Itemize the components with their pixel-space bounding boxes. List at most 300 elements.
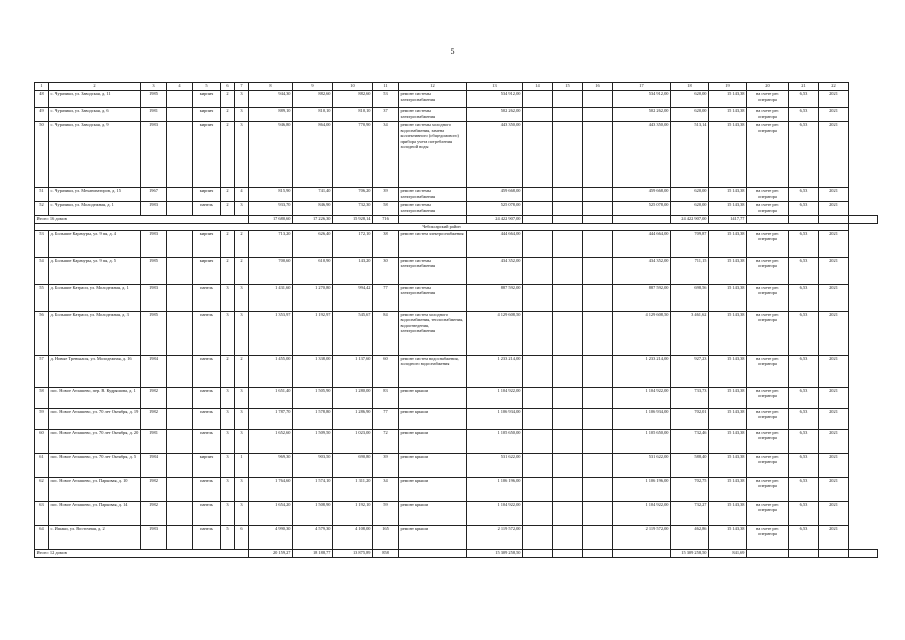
- table-cell: 2 119 572,00: [467, 525, 523, 549]
- table-cell: 3: [221, 311, 235, 355]
- table-cell: 4 579,30: [293, 525, 333, 549]
- table-cell: панель: [193, 429, 221, 453]
- table-cell: 59: [35, 408, 49, 429]
- table-cell: [523, 284, 553, 311]
- table-cell: 15 143,38: [709, 122, 747, 188]
- table-cell: [553, 122, 583, 188]
- table-cell: 64: [35, 525, 49, 549]
- column-number: 5: [193, 83, 221, 91]
- table-cell: 2: [221, 122, 235, 188]
- table-cell: 1 104 922,00: [467, 501, 523, 525]
- table-cell: 6,53: [789, 355, 819, 387]
- table-cell: 1 192,10: [333, 501, 373, 525]
- table-cell: [553, 429, 583, 453]
- table-row: [35, 429, 878, 453]
- table-body: [35, 83, 878, 558]
- table-cell: [583, 501, 613, 525]
- table-cell: [553, 230, 583, 257]
- table-cell: 1 652,60: [249, 429, 293, 453]
- table-cell: 1 106 934,00: [467, 408, 523, 429]
- table-cell: 15 143,38: [709, 477, 747, 501]
- table-cell: д. Новые Тренькасы, ул. Молодежная, д. 16: [49, 355, 141, 387]
- total-cell: 841,69: [709, 549, 747, 557]
- total-cell: 1417,77: [709, 216, 747, 224]
- table-cell: [167, 108, 193, 122]
- total-cell: 15 928,14: [333, 216, 373, 224]
- table-cell: 1 023,00: [333, 429, 373, 453]
- table-cell: 702,75: [671, 477, 709, 501]
- table-cell: 1 280,00: [333, 387, 373, 408]
- table-cell: ремонт крыши: [399, 501, 467, 525]
- table-cell: 1982: [141, 501, 167, 525]
- table-cell: 3: [221, 408, 235, 429]
- total-cell: [399, 549, 467, 557]
- table-cell: [167, 202, 193, 216]
- table-cell: [583, 429, 613, 453]
- table-cell: ремонт системы электроснабжения: [399, 188, 467, 202]
- table-cell: 702,01: [671, 408, 709, 429]
- table-cell: кирпич: [193, 108, 221, 122]
- table-cell: 55: [35, 284, 49, 311]
- table-cell: [583, 387, 613, 408]
- table-cell: 610,90: [293, 257, 333, 284]
- table-cell: 444 664,00: [613, 230, 671, 257]
- table-cell: [167, 453, 193, 477]
- table-cell: пос. Новое Атлашево, пер. В. Кудряшова, д. 1: [49, 387, 141, 408]
- table-cell: с. Чурачики, ул. Заводская, д. 6: [49, 108, 141, 122]
- table-cell: 933,70: [249, 202, 293, 216]
- total-cell: 17 680,60: [249, 216, 293, 224]
- table-cell: 2: [235, 355, 249, 387]
- table-cell: 770,90: [333, 122, 373, 188]
- table-cell: 5: [221, 525, 235, 549]
- table-cell: [553, 501, 583, 525]
- table-cell: 2: [221, 108, 235, 122]
- table-cell: панель: [193, 311, 221, 355]
- table-cell: 6,53: [789, 202, 819, 216]
- table-cell: [523, 355, 553, 387]
- table-cell: 15 143,38: [709, 387, 747, 408]
- table-cell: 534 912,00: [613, 91, 671, 108]
- table-cell: 1 104 922,00: [467, 387, 523, 408]
- table-cell: 4 108,00: [333, 525, 373, 549]
- table-cell: 6,53: [789, 122, 819, 188]
- table-cell: 1967: [141, 188, 167, 202]
- total-cell: [553, 216, 583, 224]
- table-cell: ремонт крыши: [399, 429, 467, 453]
- table-cell: [523, 477, 553, 501]
- column-number: 3: [141, 83, 167, 91]
- table-cell: 3: [235, 387, 249, 408]
- table-cell: на счете рег. оператора: [747, 501, 789, 525]
- table-cell: кирпич: [193, 453, 221, 477]
- table-cell: 1 574,10: [293, 477, 333, 501]
- table-cell: 620,00: [671, 202, 709, 216]
- table-cell: [523, 525, 553, 549]
- table-cell: 50: [35, 122, 49, 188]
- total-cell: [747, 549, 789, 557]
- table-cell: 1982: [141, 477, 167, 501]
- table-cell: панель: [193, 355, 221, 387]
- table-cell: 38: [373, 230, 399, 257]
- table-cell: 732,27: [671, 501, 709, 525]
- table-row: [35, 453, 878, 477]
- table-cell: [167, 408, 193, 429]
- column-number: 12: [399, 83, 467, 91]
- table-cell: 15 143,38: [709, 91, 747, 108]
- table-cell: 2: [221, 188, 235, 202]
- table-cell: с. Чурачики, ул. Механизаторов, д. 15: [49, 188, 141, 202]
- table-cell: кирпич: [193, 257, 221, 284]
- table-cell: 1 106 934,00: [613, 408, 671, 429]
- table-cell: 706,20: [333, 188, 373, 202]
- column-number: 16: [583, 83, 613, 91]
- table-cell: 887 592,00: [613, 284, 671, 311]
- table-cell: 6,53: [789, 91, 819, 108]
- column-number: 2: [49, 83, 141, 91]
- total-cell: 13 875,89: [333, 549, 373, 557]
- table-cell: 60: [373, 355, 399, 387]
- table-cell: 1 311,20: [333, 477, 373, 501]
- table-cell: [167, 429, 193, 453]
- table-cell: [167, 355, 193, 387]
- table-cell: на счете рег. оператора: [747, 429, 789, 453]
- table-cell: 711,15: [671, 257, 709, 284]
- table-cell: 6,53: [789, 230, 819, 257]
- table-cell: [523, 408, 553, 429]
- table-cell: 1984: [141, 355, 167, 387]
- table-cell: 2021: [819, 188, 849, 202]
- table-cell: 15 143,38: [709, 202, 747, 216]
- table-cell: кирпич: [193, 122, 221, 188]
- total-cell: 20 159,27: [249, 549, 293, 557]
- column-number: 9: [293, 83, 333, 91]
- table-cell: 903,50: [293, 453, 333, 477]
- table-cell: 6,53: [789, 108, 819, 122]
- table-cell: 1981: [141, 108, 167, 122]
- table-cell: 1 651,40: [249, 387, 293, 408]
- table-cell: 3: [221, 284, 235, 311]
- table-cell: 54: [35, 257, 49, 284]
- table-cell: панель: [193, 525, 221, 549]
- table-cell: 444 664,00: [467, 230, 523, 257]
- table-cell: 15 143,38: [709, 284, 747, 311]
- table-cell: [583, 355, 613, 387]
- table-cell: ремонт крыши: [399, 387, 467, 408]
- table-cell: [553, 108, 583, 122]
- table-cell: 1 270,80: [293, 284, 333, 311]
- total-label: Итого: 12 домов: [35, 549, 249, 557]
- table-cell: [583, 122, 613, 188]
- table-cell: на счете рег. оператора: [747, 188, 789, 202]
- table-cell: [583, 91, 613, 108]
- column-number: 22: [819, 83, 849, 91]
- table-cell: 1985: [141, 311, 167, 355]
- table-cell: 3: [221, 453, 235, 477]
- table-cell: 513,14: [671, 122, 709, 188]
- total-cell: 716: [373, 216, 399, 224]
- table-cell: 927,23: [671, 355, 709, 387]
- table-cell: 443 350,00: [467, 122, 523, 188]
- table-cell: [167, 387, 193, 408]
- table-cell: 1 353,97: [249, 311, 293, 355]
- table-cell: 698,56: [671, 284, 709, 311]
- table-cell: [167, 501, 193, 525]
- table-cell: 15 143,38: [709, 108, 747, 122]
- table-cell: 57: [35, 355, 49, 387]
- total-row: [35, 549, 878, 557]
- table-cell: 1 192,97: [293, 311, 333, 355]
- table-cell: 15 143,38: [709, 408, 747, 429]
- table-cell: 6,53: [789, 311, 819, 355]
- total-cell: [583, 216, 613, 224]
- table-cell: 3: [235, 122, 249, 188]
- table-cell: 2021: [819, 501, 849, 525]
- table-cell: [167, 91, 193, 108]
- table-cell: 994,42: [333, 284, 373, 311]
- table-cell: [523, 257, 553, 284]
- table-cell: 1 137,60: [333, 355, 373, 387]
- table-cell: [167, 122, 193, 188]
- column-number: 8: [249, 83, 293, 91]
- table-cell: кирпич: [193, 188, 221, 202]
- table-cell: 2021: [819, 257, 849, 284]
- table-cell: ремонт крыши: [399, 525, 467, 549]
- table-cell: 59: [373, 501, 399, 525]
- table-cell: 545,67: [333, 311, 373, 355]
- table-cell: 48: [35, 91, 49, 108]
- table-cell: на счете рег. оператора: [747, 122, 789, 188]
- table-cell: 815,90: [249, 188, 293, 202]
- table-cell: 732,30: [333, 202, 373, 216]
- table-cell: 53: [373, 91, 399, 108]
- table-cell: 462,86: [671, 525, 709, 549]
- total-cell: 18 188,77: [293, 549, 333, 557]
- table-cell: 1983: [141, 525, 167, 549]
- table-cell: с. Ишаки, ул. Восточная, д. 2: [49, 525, 141, 549]
- table-cell: 172,10: [333, 230, 373, 257]
- total-cell: [819, 549, 849, 557]
- table-cell: [583, 188, 613, 202]
- column-number: 10: [333, 83, 373, 91]
- table-cell: [167, 525, 193, 549]
- table-cell: 502 262,00: [613, 108, 671, 122]
- table-cell: 1983: [141, 202, 167, 216]
- table-row: [35, 108, 878, 122]
- table-cell: 709,87: [671, 230, 709, 257]
- total-cell: [819, 216, 849, 224]
- table-cell: 63: [35, 501, 49, 525]
- table-cell: [583, 284, 613, 311]
- table-cell: 1983: [141, 230, 167, 257]
- table-cell: с. Чурачики, ул. Заводская, д. 11: [49, 91, 141, 108]
- table-cell: на счете рег. оператора: [747, 202, 789, 216]
- table-cell: 1 104 922,00: [613, 501, 671, 525]
- table-cell: 882,60: [293, 91, 333, 108]
- table-cell: 946,80: [249, 122, 293, 188]
- table-cell: [523, 429, 553, 453]
- table-cell: [553, 453, 583, 477]
- table-cell: 2: [221, 91, 235, 108]
- table-cell: 733,73: [671, 387, 709, 408]
- table-cell: 944,30: [249, 91, 293, 108]
- column-number: 11: [373, 83, 399, 91]
- table-cell: д. Большие Карачуры, ул. 9 пя, д. 5: [49, 257, 141, 284]
- table-cell: на счете рег. оператора: [747, 477, 789, 501]
- table-cell: [523, 202, 553, 216]
- table-row: [35, 525, 878, 549]
- table-cell: на счете рег. оператора: [747, 284, 789, 311]
- table-cell: 4 129 608,50: [467, 311, 523, 355]
- table-cell: 4 990,30: [249, 525, 293, 549]
- table-row: [35, 91, 878, 108]
- table-cell: 3: [235, 477, 249, 501]
- table-cell: 889,10: [249, 108, 293, 122]
- table-cell: [167, 230, 193, 257]
- table-cell: [167, 477, 193, 501]
- table-cell: 531 622,00: [467, 453, 523, 477]
- table-cell: 434 352,00: [613, 257, 671, 284]
- table-cell: 6,53: [789, 408, 819, 429]
- table-cell: 15 143,38: [709, 188, 747, 202]
- table-cell: на счете рег. оператора: [747, 311, 789, 355]
- table-cell: панель: [193, 202, 221, 216]
- table-cell: панель: [193, 501, 221, 525]
- table-cell: пос. Новое Атлашево, ул. 70 лет Октября, д. 19: [49, 408, 141, 429]
- column-number: 6: [221, 83, 235, 91]
- table-cell: 1 509,50: [293, 429, 333, 453]
- table-cell: на счете рег. оператора: [747, 453, 789, 477]
- total-cell: 15 309 258,50: [467, 549, 523, 557]
- total-cell: [553, 549, 583, 557]
- table-row: [35, 501, 878, 525]
- table-cell: 620,00: [671, 91, 709, 108]
- table-cell: кирпич: [193, 230, 221, 257]
- table-cell: с. Чурачики, ул. Заводская, д. 9: [49, 122, 141, 188]
- total-cell: [747, 216, 789, 224]
- table-cell: [523, 122, 553, 188]
- table-cell: 3: [235, 202, 249, 216]
- table-cell: 1984: [141, 453, 167, 477]
- table-cell: 1985: [141, 257, 167, 284]
- table-cell: [553, 477, 583, 501]
- table-cell: 864,00: [293, 122, 333, 188]
- table-cell: 1 106 196,00: [467, 477, 523, 501]
- column-number: 14: [523, 83, 553, 91]
- table-cell: 6,53: [789, 453, 819, 477]
- table-cell: панель: [193, 408, 221, 429]
- table-cell: на счете рег. оператора: [747, 387, 789, 408]
- table-cell: [553, 257, 583, 284]
- table-cell: [523, 188, 553, 202]
- total-cell: [849, 549, 878, 557]
- table-cell: 3: [235, 91, 249, 108]
- table-cell: [583, 408, 613, 429]
- table-cell: [583, 311, 613, 355]
- table-cell: 2021: [819, 108, 849, 122]
- table-cell: 3 461,62: [671, 311, 709, 355]
- table-cell: 846,90: [293, 202, 333, 216]
- total-row: [35, 216, 878, 224]
- total-cell: 24 422 907,00: [671, 216, 709, 224]
- table-cell: [553, 188, 583, 202]
- table-cell: 15 143,38: [709, 355, 747, 387]
- table-cell: 1 338,00: [293, 355, 333, 387]
- column-number: 7: [235, 83, 249, 91]
- table-cell: 77: [373, 284, 399, 311]
- table-cell: 15 143,38: [709, 501, 747, 525]
- table-cell: 2021: [819, 525, 849, 549]
- table-cell: 61: [35, 453, 49, 477]
- table-cell: [523, 311, 553, 355]
- table-cell: 1 431,60: [249, 284, 293, 311]
- table-cell: 39: [373, 453, 399, 477]
- total-cell: 858: [373, 549, 399, 557]
- table-cell: 2021: [819, 202, 849, 216]
- table-cell: 6,53: [789, 387, 819, 408]
- table-cell: 62: [35, 477, 49, 501]
- table-cell: ремонт системы электроснабжения: [399, 108, 467, 122]
- table-cell: ремонт крыши: [399, 453, 467, 477]
- total-cell: [523, 216, 553, 224]
- table-cell: 15 143,38: [709, 453, 747, 477]
- table-cell: на счете рег. оператора: [747, 91, 789, 108]
- table-cell: 4: [235, 188, 249, 202]
- table-cell: панель: [193, 284, 221, 311]
- table-cell: 15 143,38: [709, 525, 747, 549]
- table-row: [35, 408, 878, 429]
- table-cell: 49: [35, 108, 49, 122]
- table-cell: 2: [235, 257, 249, 284]
- table-cell: [523, 108, 553, 122]
- table-cell: 4 129 608,50: [613, 311, 671, 355]
- table-cell: 2: [221, 257, 235, 284]
- table-cell: 1 764,60: [249, 477, 293, 501]
- table-cell: ремонт системы электроснабжения: [399, 202, 467, 216]
- table-cell: 60: [35, 429, 49, 453]
- table-cell: ремонт системы электроснабжения: [399, 284, 467, 311]
- table-cell: [553, 525, 583, 549]
- table-cell: 525 078,00: [613, 202, 671, 216]
- table-cell: 969,30: [249, 453, 293, 477]
- table-cell: 6,53: [789, 501, 819, 525]
- table-cell: д. Большие Катраси, ул. Молодежная, д. 1: [49, 284, 141, 311]
- table-row: [35, 202, 878, 216]
- table-cell: [583, 230, 613, 257]
- table-cell: 1983: [141, 122, 167, 188]
- table-cell: 39: [373, 188, 399, 202]
- table-cell: [583, 257, 613, 284]
- table-cell: д. Большие Карачуры, ул. 9 пя, д. 4: [49, 230, 141, 257]
- table-cell: [553, 408, 583, 429]
- table-row: [35, 477, 878, 501]
- total-cell: 24 422 907,00: [467, 216, 523, 224]
- column-number: 20: [747, 83, 789, 91]
- table-cell: [167, 311, 193, 355]
- table-cell: [523, 453, 553, 477]
- table-cell: 2021: [819, 453, 849, 477]
- table-cell: 37: [373, 108, 399, 122]
- housing-repair-table: [34, 82, 878, 558]
- table-row: [35, 355, 878, 387]
- table-cell: 1983: [141, 284, 167, 311]
- table-cell: [553, 311, 583, 355]
- table-cell: 3: [235, 108, 249, 122]
- table-cell: 502 262,00: [467, 108, 523, 122]
- table-cell: 2 119 572,00: [613, 525, 671, 549]
- table-cell: 15 143,38: [709, 311, 747, 355]
- table-cell: ремонт крыши: [399, 477, 467, 501]
